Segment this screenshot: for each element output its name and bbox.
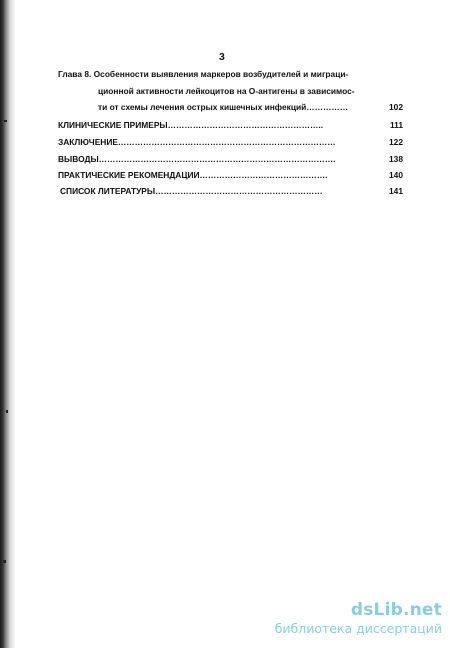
toc-chapter8-line3: ти от схемы лечения острых кишечных инфекций…………… [98, 102, 349, 112]
watermark-caption: библиотека диссертаций [274, 621, 442, 636]
toc-entry-findings-page: 138 [389, 154, 403, 164]
toc-entry-findings: ВЫВОДЫ…………………………………………………………………………. [58, 154, 336, 164]
toc-chapter8-page: 102 [389, 102, 403, 112]
toc-entry-recommendations: ПРАКТИЧЕСКИЕ РЕКОМЕНДАЦИИ………………………………………. [58, 170, 328, 180]
watermark-logo: dsLib.net [350, 600, 442, 620]
scan-speck [3, 560, 6, 563]
toc-entry-clinical-examples: КЛИНИЧЕСКИЕ ПРИМЕРЫ……………………………………………….. [58, 120, 324, 130]
toc-entry-clinical-examples-page: 111 [389, 120, 403, 130]
toc-entry-recommendations-page: 140 [389, 170, 403, 180]
toc-entry-conclusion-page: 122 [389, 137, 403, 147]
scan-edge-shadow [0, 0, 16, 648]
dslib-watermark [275, 600, 442, 636]
toc-entry-references: СПИСОК ЛИТЕРАТУРЫ…………………………………………………… [60, 186, 323, 196]
scan-speck [6, 410, 8, 413]
scan-speck [4, 120, 7, 122]
toc-entry-references-page: 141 [389, 186, 403, 196]
toc-entry-conclusion: ЗАКЛЮЧЕНИЕ…………………………………………………………………… [58, 137, 336, 147]
page-number: 3 [219, 51, 225, 63]
toc-chapter8-line2: ционной активности лейкоцитов на О-антигены в зависимос- [98, 86, 355, 96]
toc-chapter8-line1: Глава 8. Особенности выявления маркеров возбудителей и миграци- [58, 69, 349, 79]
